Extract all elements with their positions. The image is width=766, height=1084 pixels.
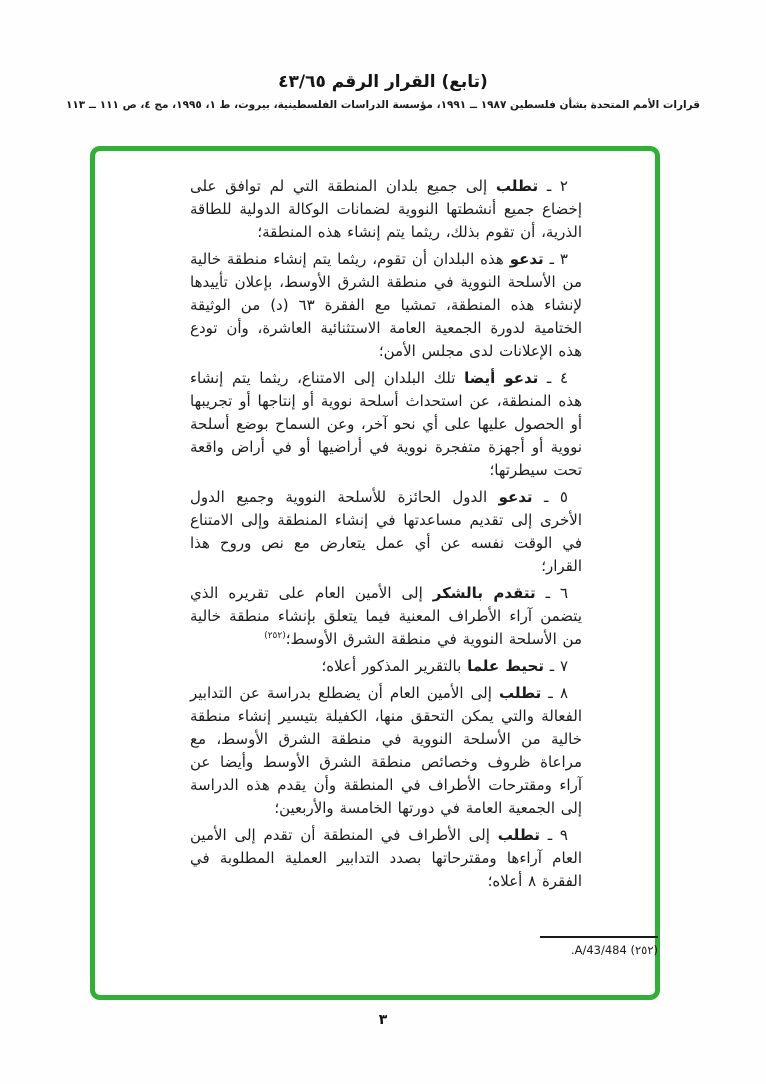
paragraph-lead-verb: تطلب [495, 177, 539, 195]
paragraph-number: ٦ ـ [545, 584, 569, 602]
resolution-paragraph [190, 486, 582, 578]
paragraph-text: إلى الأمين العام على تقريره الذي يتضمن آراء الأطراف المعنية فيما يتعلق بإنشاء منطقة خالية من الأسلحة النووية في منطقة الشرق الأوسط؛ [190, 584, 582, 648]
footnote-marker-sup: (٢٥٢) [264, 631, 286, 641]
paragraph-text: تلك البلدان إلى الامتناع، ريثما يتم إنشاء هذه المنطقة، عن استحداث أسلحة نووية أو إنتاجها أو تجريبها أو الحصول عليها على أي نحو آخر، وعن السماح بوضع أسلحة نووية أو أجهزة متفجرة نووية في أراضيها أو في أراض واقعة تحت سيطرتها؛ [190, 369, 582, 479]
page-title: (تابع) القرار الرقم ٤٣/٦٥ [278, 72, 488, 92]
resolution-paragraph [190, 582, 582, 651]
resolution-paragraph [190, 682, 582, 820]
resolution-paragraph [190, 248, 582, 363]
paragraph-number: ٣ ـ [549, 250, 568, 268]
paragraph-text: بالتقرير المذكور أعلاه؛ [321, 657, 462, 675]
paragraph-lead-verb: تدعو أيضا [464, 369, 539, 387]
footnote [571, 943, 658, 957]
paragraph-lead-verb: تدعو [509, 250, 544, 268]
resolution-text-block [190, 175, 582, 897]
footnote-reference: A/43/484. [570, 943, 627, 957]
resolution-paragraph [190, 655, 582, 678]
paragraph-lead-verb: تحيط علما [467, 657, 544, 675]
paragraph-number: ٥ ـ [544, 488, 568, 506]
source-citation-line: قرارات الأمم المتحدة بشأن فلسطين ١٩٨٧ ــ ١٩٩١، مؤسسة الدراسات الفلسطينية، بيروت، ط ١، ١٩٩٥، مج ٤، ص ١١١ ــ ١١٣ [65, 99, 701, 111]
footnote-marker: (٢٥٢) [630, 943, 658, 957]
paragraph-lead-verb: تدعو [498, 488, 533, 506]
paragraph-text: إلى الأمين العام أن يضطلع بدراسة عن التدابير الفعالة والتي يمكن التحقق منها، الكفيلة بتيسير إنشاء منطقة خالية من الأسلحة النووية في منطقة الشرق الأوسط، مع مراعاة ظروف وخصائص منطقة الشرق الأوسط وأيضا عن آراء ومقترحات الأطراف في المنطقة وأن يقدم هذه الدراسة إلى الجمعية العامة في دورتها الخامسة والأربعين؛ [190, 684, 582, 817]
page-number: ٣ [378, 1012, 388, 1028]
resolution-paragraph [190, 175, 582, 244]
paragraph-number: ٤ ـ [546, 369, 568, 387]
paragraph-lead-verb: تتقدم بالشكر [432, 584, 536, 602]
paragraph-number: ٢ ـ [546, 177, 568, 195]
resolution-paragraph [190, 824, 582, 893]
paragraph-text: الدول الحائزة للأسلحة النووية وجميع الدول الأخرى إلى تقديم مساعدتها في إنشاء المنطقة وإلى الامتناع في الوقت نفسه عن أي عمل يتعارض مع نص وروح هذا القرار؛ [190, 488, 582, 575]
paragraph-text: إلى جميع بلدان المنطقة التي لم توافق على إخضاع جميع أنشطتها النووية لضمانات الوكالة الدولية للطاقة الذرية، أن تقوم بذلك، ريثما يتم إنشاء هذه المنطقة؛ [190, 177, 582, 241]
paragraph-number: ٨ ـ [548, 684, 568, 702]
paragraph-text: إلى الأطراف في المنطقة أن تقدم إلى الأمين العام آراءها ومقترحاتها بصدد التدابير العملية المطلوبة في الفقرة ٨ أعلاه؛ [190, 826, 582, 890]
paragraph-lead-verb: تطلب [499, 684, 542, 702]
resolution-paragraph [190, 367, 582, 482]
paragraph-number: ٩ ـ [547, 826, 568, 844]
paragraph-lead-verb: تطلب [497, 826, 540, 844]
paragraph-text: هذه البلدان أن تقوم، ريثما يتم إنشاء منطقة خالية من الأسلحة النووية في منطقة الشرق الأوسط، بإعلان تأييدها لإنشاء هذه المنطقة، تمشيا مع الفقرة ٦٣ (د) من الوثيقة الختامية لدورة الجمعية العامة الاستثنائية العاشرة، وأن تودع هذه الإعلانات لدى مجلس الأمن؛ [190, 250, 583, 360]
paragraph-number: ٧ ـ [549, 657, 568, 675]
footnote-divider [540, 936, 658, 938]
